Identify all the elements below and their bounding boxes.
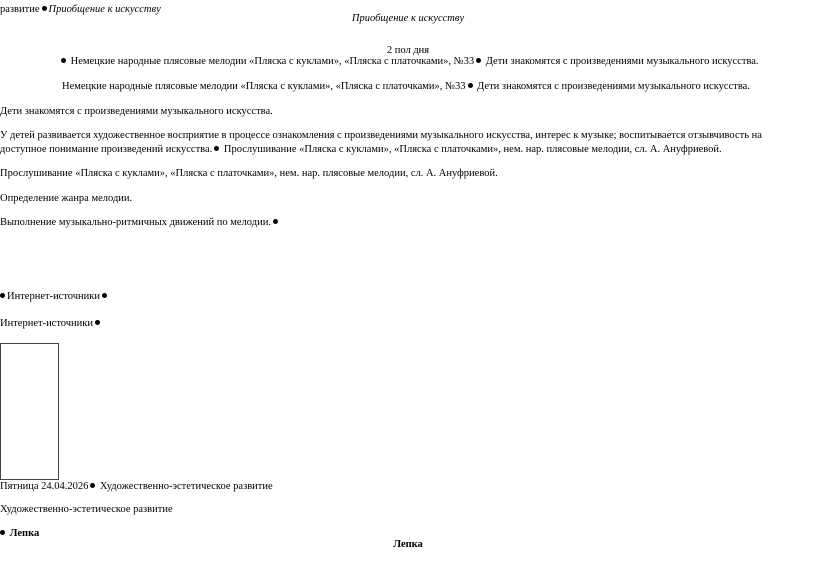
- date-text: Пятница 24.04.2026: [0, 481, 89, 492]
- date-line: [0, 480, 273, 493]
- bullet-icon: [42, 6, 47, 11]
- bullet-icon: [476, 58, 481, 63]
- bullet-icon: [102, 293, 107, 298]
- paragraph-text: доступное понимание произведений искусства.: [0, 144, 213, 155]
- repertoire-goal: Дети знакомятся с произведениями музыкального искусства.: [477, 81, 750, 92]
- time-label: 2 пол дня: [386, 45, 430, 56]
- movement-line: [0, 216, 280, 229]
- area-text: Художественно-эстетическое развитие: [100, 481, 273, 492]
- bullet-icon: [214, 146, 219, 151]
- bullet-icon: [468, 83, 473, 88]
- internet-bullet-line: [0, 290, 109, 303]
- repertoire-text: Немецкие народные плясовые мелодии «Пляска с куклами», «Пляска с платочками», №33: [70, 56, 475, 67]
- bullet-icon: [0, 293, 5, 298]
- bullet-icon: [90, 483, 95, 488]
- bullet-icon: [273, 219, 278, 224]
- goal-line: Дети знакомятся с произведениями музыкального искусства.: [0, 106, 273, 117]
- modeling-title: Лепка: [393, 539, 423, 550]
- listening-text: Прослушивание «Пляска с куклами», «Пляска с платочками», нем. нар. плясовые мелодии, сл. А. Ануфриевой.: [223, 144, 722, 155]
- internet-line: [0, 317, 102, 330]
- header-title: Приобщение к искусству: [48, 4, 161, 15]
- modeling-text: Лепка: [9, 528, 40, 539]
- bullet-icon: [95, 320, 100, 325]
- repertoire-bullet-line: [59, 55, 759, 68]
- internet-text: Интернет-источники: [7, 291, 101, 302]
- bullet-icon: [0, 530, 5, 535]
- internet-text: Интернет-источники: [0, 318, 94, 329]
- repertoire-line: [62, 80, 750, 93]
- genre-line: Определение жанра мелодии.: [0, 193, 133, 204]
- repertoire-goal: Дети знакомятся с произведениями музыкального искусства.: [485, 56, 759, 67]
- paragraph-line-1: У детей развивается художественное восприятие в процессе ознакомления с произведениями музыкального искусства, интерес к музыке; воспитывается отзывчивость на: [0, 130, 762, 141]
- area-line: Художественно-эстетическое развитие: [0, 504, 173, 515]
- header-prefix: развитие: [0, 4, 40, 15]
- section-title: Приобщение к искусству: [351, 13, 465, 24]
- image-placeholder: [0, 343, 59, 480]
- listening-line: Прослушивание «Пляска с куклами», «Пляска с платочками», нем. нар. плясовые мелодии, сл. А. Ануфриевой.: [0, 168, 498, 179]
- movement-text: Выполнение музыкально-ритмичных движений по мелодии.: [0, 217, 271, 228]
- paragraph-line-2: [0, 143, 722, 156]
- bullet-icon: [61, 58, 66, 63]
- repertoire-text: Немецкие народные плясовые мелодии «Пляска с куклами», «Пляска с платочками», №33: [62, 81, 466, 92]
